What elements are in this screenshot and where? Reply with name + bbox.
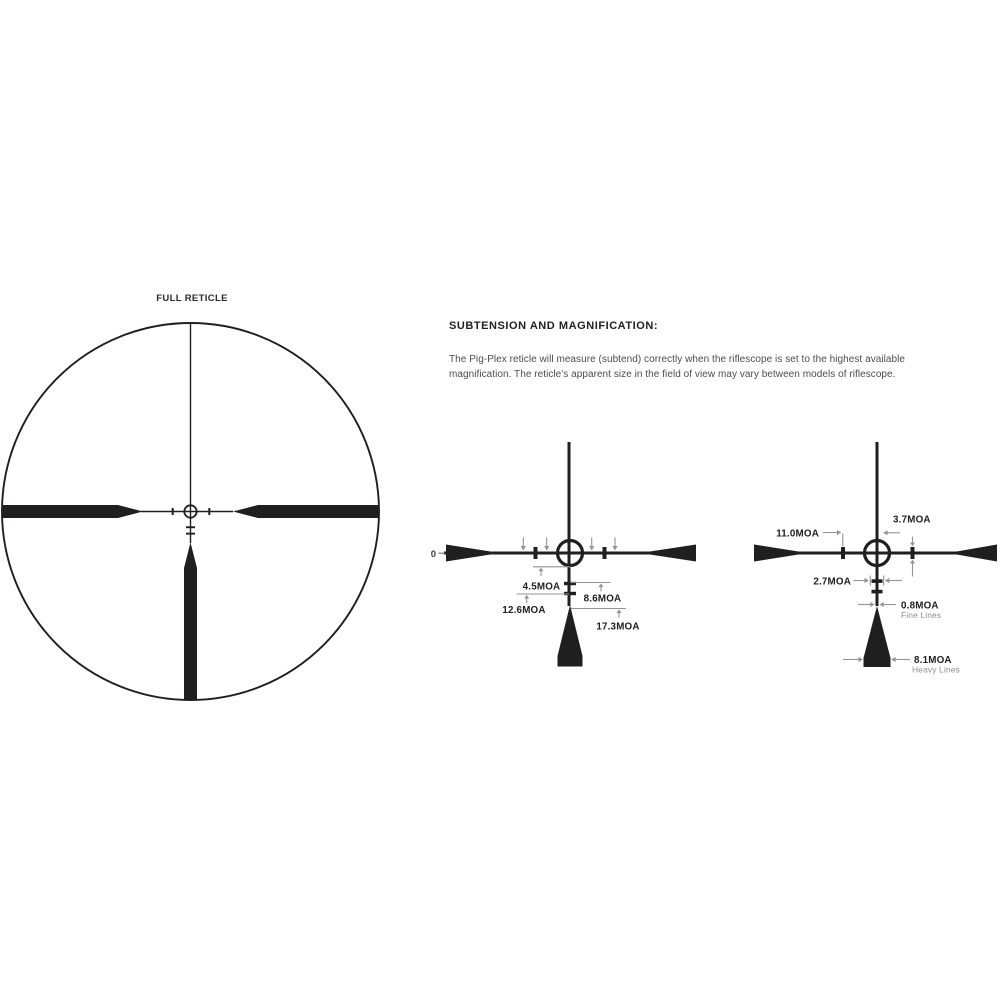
drop-dimension-17-3 (571, 609, 640, 633)
right-windage-tick (603, 547, 607, 559)
measurement-label: 12.6MOA (502, 605, 546, 616)
dash-width-dimension (813, 576, 902, 588)
measurement-label: 8.6MOA (583, 593, 622, 605)
right-windage-tick (911, 547, 915, 559)
bottom-heavy-post (864, 606, 891, 667)
holdover-dash-1 (872, 579, 883, 583)
down-arrowhead (589, 546, 594, 551)
measurement-label: 4.5MOA (522, 581, 561, 593)
measurement-sublabel: Heavy Lines (912, 664, 960, 675)
drop-dimension-12-6 (502, 594, 569, 616)
full-reticle-diagram (2, 323, 379, 700)
up-arrowhead (538, 568, 543, 572)
left-arrowhead (885, 578, 889, 583)
right-arrowhead (870, 602, 874, 607)
left-windage-tick (534, 547, 538, 559)
crosshair-vertical-line (568, 442, 571, 606)
up-arrowhead (524, 595, 529, 599)
measurement-label: 11.0MOA (776, 528, 819, 540)
holdover-dash-2 (186, 533, 195, 535)
measurement-sublabel: Fine Lines (901, 609, 942, 620)
left-heavy-post (446, 545, 500, 562)
right-heavy-post (233, 505, 378, 518)
left-windage-tick (841, 547, 845, 559)
bottom-heavy-post (184, 543, 197, 700)
drop-dimension-4-5 (523, 567, 571, 593)
left-heavy-post (754, 545, 808, 562)
down-arrowhead (544, 546, 549, 551)
up-arrowhead (598, 584, 603, 588)
down-arrowhead (612, 546, 617, 551)
full-reticle-title: FULL RETICLE (156, 293, 228, 304)
bottom-heavy-post (558, 605, 583, 667)
right-arrowhead (865, 578, 869, 583)
measurement-label: 3.7MOA (893, 514, 931, 526)
measurement-label: 17.3MOA (596, 621, 640, 633)
subtension-body-line1: The Pig-Plex reticle will measure (subtend) correctly when the riflescope is set to the highest available (449, 354, 906, 365)
right-heavy-post (948, 545, 997, 562)
moa-drop-diagram (431, 442, 696, 667)
down-arrowhead (910, 543, 915, 547)
subtension-heading: SUBTENSION AND MAGNIFICATION: (449, 320, 659, 332)
left-arrowhead (891, 657, 895, 662)
measurement-label: 8.1MOA (914, 654, 952, 666)
right-arrowhead (859, 657, 863, 662)
measurement-label: 2.7MOA (813, 576, 851, 588)
holdover-dash-1 (186, 526, 195, 528)
right-arrowhead (837, 530, 841, 535)
drop-dimension-8-6 (571, 583, 622, 605)
tick-offset-dimension (776, 528, 843, 546)
holdover-dash-2 (872, 590, 883, 594)
left-arrowhead (883, 530, 887, 535)
up-arrowhead (910, 560, 915, 564)
zero-label: 0 (430, 549, 436, 560)
up-arrowhead (616, 610, 621, 614)
tick-height-dimension (883, 514, 930, 576)
right-windage-tick (208, 508, 210, 515)
left-arrowhead (880, 602, 884, 607)
fine-line-dimension (858, 600, 941, 620)
measurement-label: 0.8MOA (901, 600, 939, 612)
subtension-body-line2: magnification. The reticle's apparent size in the field of view may vary between models of riflescope. (449, 369, 896, 380)
down-arrowhead (521, 546, 526, 551)
left-windage-tick (172, 508, 174, 515)
moa-linewidth-diagram (754, 442, 997, 674)
heavy-line-dimension (843, 655, 960, 675)
right-heavy-post (640, 545, 696, 562)
left-heavy-post (3, 505, 143, 518)
